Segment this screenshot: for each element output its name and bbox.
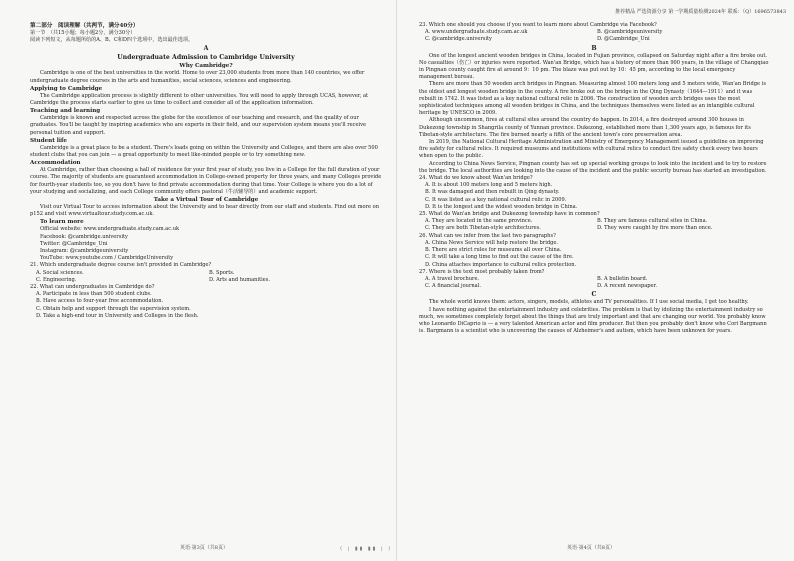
question-22: 22. What can undergraduates in Cambridge do? <box>30 284 155 291</box>
heading-applying: Applying to Cambridge <box>30 85 103 92</box>
passage-title: Undergraduate Admission to Cambridge University <box>117 54 295 62</box>
q23-options-row2 <box>419 36 769 43</box>
para-why: Cambridge is one of the best universities in the world. Home to over 23,000 students from more than 140 countries, we offer undergraduate degree courses in the arts and humanities, social sciences, sciences and engineering. <box>30 70 365 84</box>
para-accommodation: At Cambridge, rather than choosing a hall of residence for your first year of study, you live in a College for the full duration of your course. The majority of students are guaranteed accommodation in College-owned property for three years, and many Colleges provide for fourth-year students too, so you don't have to find private accommodation during that time. Your College is where you do a lot of your studying and socializing, and each College community offers pastoral（牛活辅导的）and academic support. <box>30 167 382 195</box>
viewer-nav-controls[interactable]: ⟨ | ▮▮ ▮▮ | ⟩ <box>340 546 393 552</box>
para-applying: The Cambridge application process is slightly different to other universities. You will need to apply through UCAS, however, at Cambridge the process starts earlier to give us time to collect and consider all of the application information. <box>30 92 369 107</box>
q24-option-b: B. It was damaged and then rebuilt in Qing dynasty. <box>425 189 560 196</box>
q26-option-c: C. It will take a long time to find out the cause of the fire. <box>425 254 574 261</box>
q27-options-row2 <box>419 283 769 290</box>
heading-virtual-tour: Take a Virtual Tour of Cambridge <box>153 197 259 204</box>
instruction: 阅读下列短文，从每题所给的A、B、C和D四个选项中，选出最佳选项。 <box>30 37 194 44</box>
para-virtual-tour: Visit our Virtual Tour to access information about the University and to hear directly from our staff and students. Find out more on p152 and visit www.virtualtour.study.com.ac.uk. <box>30 204 380 218</box>
para-b5: According to China News Service, Pingnan county has set up special working groups to look into the incident and to try to restore the bridge. The local authorities are looking into the cause of the incident and the public security bureau has started an investigation. <box>419 160 767 174</box>
q25-options-row1 <box>419 218 769 225</box>
q27-option-a: A. A travel brochure. <box>425 275 480 282</box>
question-23: 23. Which one should you choose if you want to learn more about Cambridge via Facebook? <box>419 22 657 28</box>
question-25: 25. What do Wan'an bridge and Dukezong township have in common? <box>419 211 600 218</box>
q27-option-b: B. A bulletin board. <box>597 275 648 282</box>
q21-options-row2 <box>30 277 382 284</box>
q21-option-d: D. Arts and humanities. <box>209 276 270 283</box>
left-page-footer: 英语·第3页（共8页） <box>180 545 228 551</box>
heading-teaching: Teaching and learning <box>30 108 101 115</box>
q22-option-b: B. Have access to four-year free accommodation. <box>36 298 164 305</box>
q24-option-a: A. It is about 100 meters long and 5 meters high. <box>425 182 553 189</box>
q25-option-b: B. They are famous cultural sites in China. <box>597 218 708 225</box>
passage-letter-c: C <box>591 291 597 299</box>
q23-option-a: A. www.undergraduate.study.cam.ac.uk <box>425 29 528 36</box>
para-b1: One of the longest ancient wooden bridges in China, located in Fujian province, collapsed on Saturday night after a fire broke out. No casualties（伤亡）or injuries were reported. Wan'an Bridge, which has a history of more than 900 years, in the village of Changqiao in Pingnan county caught fire at around 9：10 pm. The blaze was put out by 10：45 pm, according to the local emergency management bureau. <box>419 52 769 81</box>
q27-options-row1 <box>419 276 769 283</box>
link-instagram: Instagram: @cambridgeuniversity <box>40 248 129 255</box>
heading-student-life: Student life <box>30 137 67 144</box>
question-26: 26. What can we infer from the last two paragraphs? <box>419 232 556 239</box>
para-b4: In 2019, the National Cultural Heritage Administration and Ministry of Emergency Management issued a guideline on improving fire safety for cultural relics. It required museums and institutions with cultural relics to conduct fire safety check every two hours when open to the public. <box>419 139 764 160</box>
link-twitter: Twitter: @Cambridge_Uni <box>40 240 108 247</box>
link-website: Official website: www.undergraduate.study.cam.ac.uk <box>40 226 180 233</box>
para-student-life: Cambridge is a great place to be a student. There's loads going on within the University and Colleges, and there are also over 500 student clubs that you can join — a great opportunity to meet like-minded people or to try something new. <box>30 144 378 159</box>
q25-options-row2 <box>419 225 769 232</box>
heading-accommodation: Accommodation <box>30 160 81 167</box>
heading-learn-more: To learn more <box>40 219 84 226</box>
para-c2: I have nothing against the entertainment industry and celebrities. The problem is that by idolizing the entertainment industry so much, we sometimes completely forget about the things that are truly important and that are changing our world. You probably know who Leonardo DiCaprio is — a very talented American actor and film producer. But then you probably don't know who Cori Bargmann is. Bargmann is a scientist who is uncovering the causes of Alzheimer's and autism, which have been unknown for years. <box>419 306 767 335</box>
q24-option-d: D. It is the longest and the widest wooden bridge in China. <box>425 203 578 210</box>
q27-option-c: C. A financial journal. <box>425 283 481 290</box>
q22-option-c: C. Obtain help and support through the supervision system. <box>36 305 191 312</box>
para-c1: The whole world knows them: actors, singers, models, athletes and TV personalities. If I use social media, I get too healthy. <box>429 299 749 306</box>
q22-option-d: D. Take a high-end tour in University and Colleges in the flesh. <box>36 312 199 319</box>
page-header: 推荐精品 严选资源分享 第一学期质量检测2024年 联系：（Q）1696573843 <box>615 9 786 15</box>
question-21: 21. Which undergraduate degree course isn't provided in Cambridge? <box>30 262 212 269</box>
para-b2: There are more than 50 wooden arch bridges in Pingnan. Measuring almost 100 meters long and 5 meters wide, Wan'an Bridge is the oldest and longest wooden bridge in the county. A fire broke out on the bridge in the Qing Dynasty（1644—1911）and it was rebuilt in 1742. It was listed as a key national cultural relic in 2006. The construction of wooden arch bridges uses the most sophisticated techniques among all wooden bridges in China, and the techniques themselves were listed as an intangible cultural heritage by UNESCO in 2009. <box>419 81 766 117</box>
q26-option-d: D. China attaches importance to cultural relics protection. <box>425 261 577 268</box>
q26-option-a: A. China News Service will help restore the bridge. <box>425 239 559 246</box>
q21-option-c: C. Engineering. <box>36 276 77 283</box>
para-teaching: Cambridge is known and respected across the globe for the excellence of our teaching and research, and the quality of our graduates. You'll be taught by inspiring academics who are experts in their field, and our supervision system means you'll receive personal tuition and support. <box>30 115 367 136</box>
q27-option-d: D. A recent newspaper. <box>597 283 658 290</box>
passage-letter-b: B <box>591 44 597 52</box>
heading-why: Why Cambridge? <box>179 63 233 70</box>
section-title: 第二部分 阅读理解（共两节，满分40分） <box>30 23 139 29</box>
link-facebook: Facebook: @cambridge.university <box>40 233 128 240</box>
q23-option-b: B. @cambridgeuniversity <box>597 29 663 36</box>
passage-letter-a: A <box>203 45 209 53</box>
q22-option-a: A. Participate in less than 500 student clubs. <box>36 291 152 298</box>
q21-option-b: B. Sports. <box>209 269 235 276</box>
question-24: 24. What do we know about Wan'an bridge? <box>419 175 533 182</box>
right-page <box>397 0 794 561</box>
q24-option-c: C. It was listed as a key national cultural relic in 2009. <box>425 196 567 203</box>
q25-option-a: A. They are located in the same province. <box>425 218 533 225</box>
q25-option-c: C. They are both Tibetan-style architectures. <box>425 225 541 232</box>
q25-option-d: D. They were caught by fire more than once. <box>597 225 713 232</box>
q21-options-row1 <box>30 270 382 277</box>
right-page-footer: 英语·第4页（共8页） <box>567 545 615 551</box>
link-youtube: YouTube: www.youtube.com / CambridgeUniversity <box>40 255 174 262</box>
q23-option-c: C. @cambridge.university <box>425 36 492 43</box>
q26-option-b: B. There are strict rules for museums all over China. <box>425 247 562 254</box>
para-b3: Although uncommon, fires at cultural sites around the country do happen. In 2014, a fire destroyed around 300 houses in Dukezong township in Shangrila county of Yunnan province. Dukezong, established more than 1,300 years ago, is famous for its Tibetan-style architecture. The fire burned nearly a fifth of the ancient town's core preservation area. <box>419 117 751 138</box>
question-27: 27. Where is the text most probably taken from? <box>419 268 545 275</box>
q23-option-d: D. @Cambridge_Uni <box>597 36 650 43</box>
part-title: 第一节 （共15小题；每小题2分，满分30分） <box>30 30 136 36</box>
q21-option-a: A. Social sciences. <box>36 269 84 276</box>
